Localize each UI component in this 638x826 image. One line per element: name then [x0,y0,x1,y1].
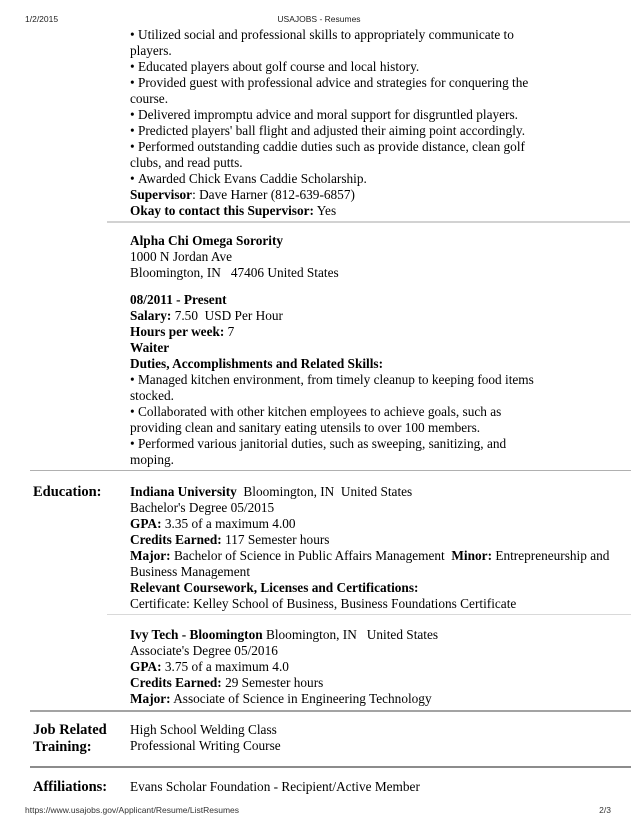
hours-line [130,324,542,340]
duties-heading: Duties, Accomplishments and Related Skills: [130,356,384,371]
okay-to-contact-value: Yes [316,203,337,218]
gpa-label: GPA: [130,659,162,674]
print-date: 1/2/2015 [25,14,59,24]
affiliations-label: Affiliations: [33,779,108,795]
degree-line: Associate's Degree 05/2016 [130,643,278,658]
education-school-1 [130,484,614,612]
major-minor-line [130,548,614,580]
bullet-item: • Educated players about golf course and local history. [130,59,542,75]
coursework-value: Certificate: Kelley School of Business, Business Foundations Certificate [130,596,517,611]
credits-line [130,532,614,548]
major-line [130,691,614,707]
print-title: USAJOBS - Resumes [277,14,361,24]
affiliation-item: Evans Scholar Foundation - Recipient/Active Member [130,779,420,794]
employer-name: Alpha Chi Omega Sorority [130,233,284,248]
credits-label: Credits Earned: [130,532,222,547]
supervisor-line [130,187,542,203]
training-item: High School Welding Class [130,722,277,737]
credits-line [130,675,614,691]
affiliations-content [130,779,614,796]
coursework-heading: Relevant Coursework, Licenses and Certifications: [130,580,419,595]
job-related-training-label: Job Related Training: [33,722,107,755]
job-title: Waiter [130,340,170,355]
work-experience-entry-2 [130,233,542,468]
bullet-item: • Provided guest with professional advice and strategies for conquering the course. [130,75,542,107]
section-divider [30,470,631,471]
salary-line [130,308,542,324]
spacer [130,281,542,292]
print-footer [25,805,611,815]
print-header [25,14,613,26]
bullet-item: • Delivered impromptu advice and moral support for disgruntled players. [130,107,542,123]
bullet-item: • Managed kitchen environment, from timely cleanup to keeping food items stocked. [130,372,542,404]
gpa-value: 3.75 of a maximum 4.0 [164,659,289,674]
education-school-2 [130,627,614,707]
minor-label: Minor: [451,548,492,563]
school-name-line [130,484,614,500]
education-label: Education: [33,484,102,500]
job-related-training-content [130,722,614,756]
hours-value: 7 [227,324,235,339]
work-experience-entry-1 [130,27,542,219]
credits-value: 29 Semester hours [225,675,324,690]
job-related-training-section [0,722,638,756]
degree-line: Bachelor's Degree 05/2015 [130,500,275,515]
okay-to-contact-label: Okay to contact this Supervisor: [130,203,314,218]
gpa-value: 3.35 of a maximum 4.00 [164,516,296,531]
bullet-item: • Predicted players' ball flight and adjusted their aiming point accordingly. [130,123,542,139]
gpa-label: GPA: [130,516,162,531]
supervisor-value: : Dave Harner (812-639-6857) [192,187,355,202]
salary-label: Salary: [130,308,172,323]
major-label: Major: [130,691,171,706]
major-value: Bachelor of Science in Public Affairs Management [173,548,445,563]
school-location: Bloomington, IN United States [265,627,439,642]
school-name: Ivy Tech - Bloomington [130,627,263,642]
section-divider [30,766,631,768]
gpa-line [130,659,614,675]
employer-address: 1000 N Jordan Ave [130,249,233,264]
bullet-item: • Performed outstanding caddie duties such as provide distance, clean golf clubs, and read putts. [130,139,542,171]
page-number: 2/3 [599,805,611,815]
bullet-item: • Utilized social and professional skills to appropriately communicate to players. [130,27,542,59]
training-item: Professional Writing Course [130,738,281,753]
okay-to-contact-line [130,203,542,219]
bullet-item: • Awarded Chick Evans Caddie Scholarship. [130,171,542,187]
education-section [0,484,638,612]
minor-value: Entrepreneurship and Business Management [130,548,610,579]
bullet-item: • Performed various janitorial duties, such as sweeping, sanitizing, and moping. [130,436,542,468]
credits-value: 117 Semester hours [225,532,330,547]
major-label: Major: [130,548,171,563]
gpa-line [130,516,614,532]
divider [107,221,630,223]
school-name-line [130,627,614,643]
major-value: Associate of Science in Engineering Technology [173,691,432,706]
divider [107,614,631,615]
school-location: Bloomington, IN United States [243,484,413,499]
employment-dates: 08/2011 - Present [130,292,227,307]
affiliations-section [0,779,638,796]
supervisor-label: Supervisor [130,187,193,202]
school-name: Indiana University [130,484,237,499]
employer-city-line: Bloomington, IN 47406 United States [130,265,339,280]
bullet-item: • Collaborated with other kitchen employees to achieve goals, such as providing clean and sanitary eating utensils to over 100 members. [130,404,542,436]
salary-value: 7.50 USD Per Hour [174,308,283,323]
section-divider [30,710,631,712]
hours-label: Hours per week: [130,324,225,339]
credits-label: Credits Earned: [130,675,222,690]
print-url: https://www.usajobs.gov/Applicant/Resume/ListResumes [25,805,240,815]
